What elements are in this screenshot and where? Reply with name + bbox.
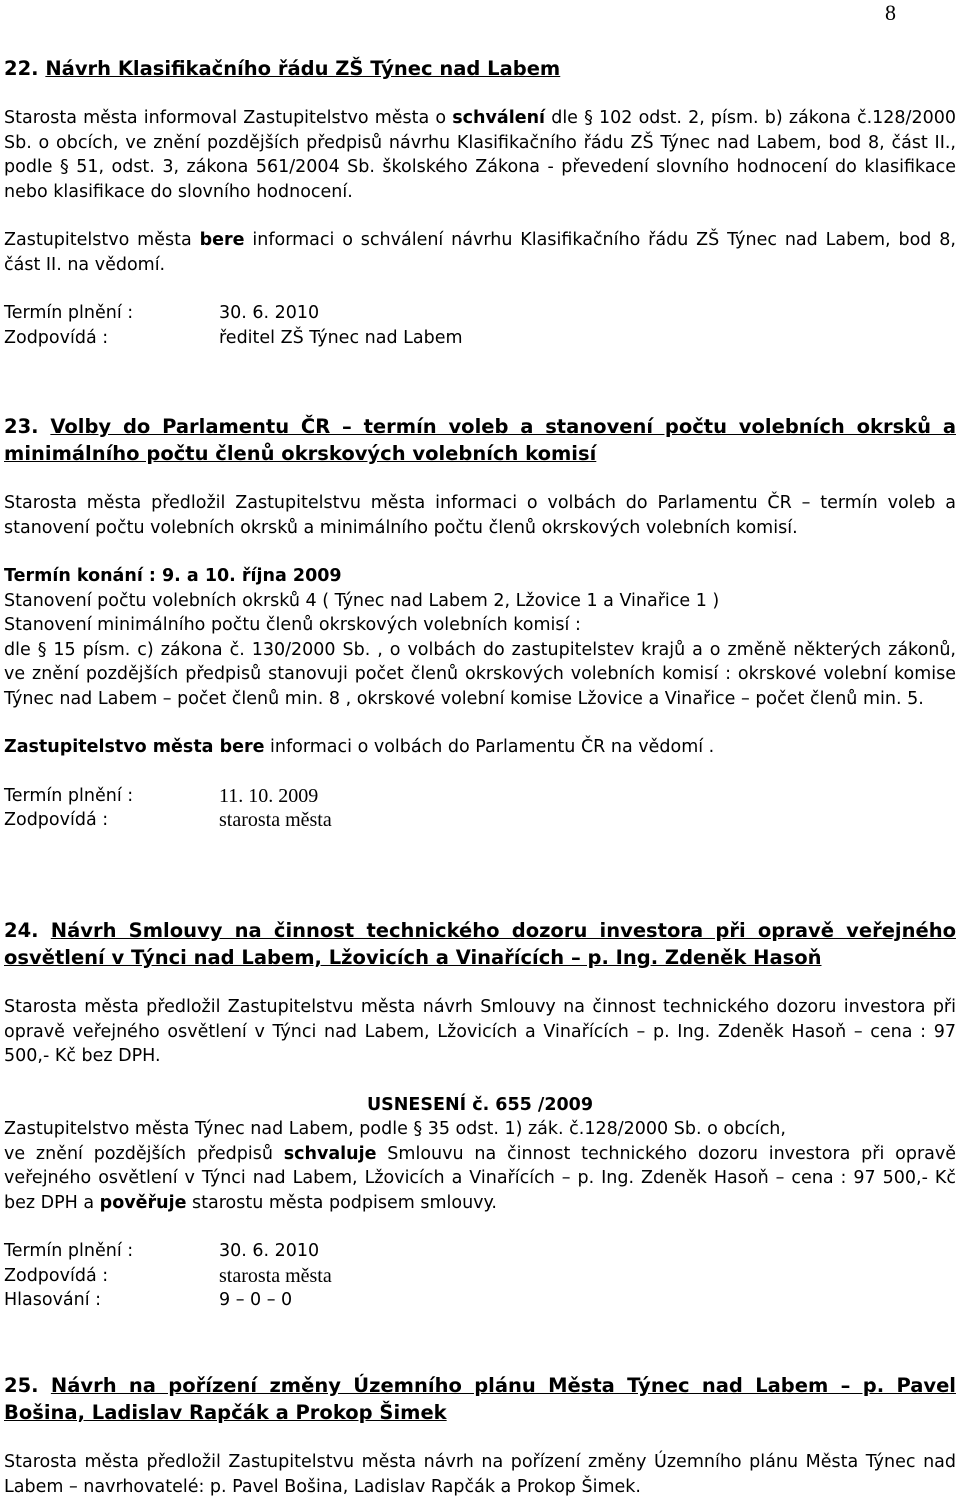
usneseni-line-1: Zastupitelstvo města Týnec nad Labem, podle § 35 odst. 1) zák. č.128/2000 Sb. o obcích,	[4, 1119, 786, 1139]
text-run: ve znění pozdějších předpisů	[4, 1143, 284, 1164]
zodpovida-label: Zodpovídá :	[4, 810, 109, 830]
section-23-number: 23.	[4, 415, 39, 438]
bold-run: pověřuje	[99, 1192, 187, 1213]
section-25-paragraph-1: Starosta města předložil Zastupitelstvu města návrh na pořízení změny Územního plánu Města Týnec nad Labem – navrhovatelé: p. Pavel Bošina, Ladislav Rapčák a Prokop Šimek.	[4, 1452, 956, 1497]
section-22-paragraph-1	[4, 106, 956, 204]
section-24-paragraph-1: Starosta města předložil Zastupitelstvu města návrh Smlouvy na činnost technického dozoru investora při opravě veřejného osvětlení v Týnci nad Labem, Lžovicích a Vinařících – p. Ing. Zdeněk Hasoň – cena : 97 500,- Kč bez DPH.	[4, 997, 956, 1066]
text-run: informaci o schválení návrhu Klasifikačního řádu ZŠ Týnec nad Labem, bod 8, část II. na vědomí.	[4, 230, 956, 275]
termin-value: 30. 6. 2010	[219, 1241, 320, 1261]
section-22-zodpovida	[4, 326, 956, 351]
section-23-min-line-1: Stanovení minimálního počtu členů okrskových volebních komisí :	[4, 615, 581, 635]
usneseni-title: USNESENÍ č. 655 /2009	[366, 1094, 594, 1115]
bold-run: bere	[199, 230, 245, 250]
zodpovida-value: starosta města	[219, 1264, 332, 1287]
section-24-zodpovida	[4, 1264, 956, 1289]
section-22-number: 22.	[4, 57, 39, 80]
section-23-zodpovida	[4, 808, 956, 833]
section-25-heading	[4, 1372, 956, 1426]
section-24	[4, 917, 956, 1313]
page-number: 8	[885, 0, 896, 25]
section-23-okrsky: Stanovení počtu volebních okrsků 4 ( Týnec nad Labem 2, Lžovice 1 a Vinařice 1 )	[4, 590, 720, 611]
section-23-paragraph-1: Starosta města předložil Zastupitelstvu města informaci o volbách do Parlamentu ČR – termín voleb a stanovení počtu volebních okrsků a minimálního počtu členů okrskových volebních komisí.	[4, 493, 956, 538]
text-run: dle § 102 odst. 2, písm. b) zákona č.128/2000 Sb. o obcích, ve znění pozdějších předpisů návrhu Klasifikačního řádu ZŠ Týnec nad Labem, bod 8, část II., podle § 51, odst. 3, zákona 561/2004 Sb. školského Zákona - převedení slovního hodnocení do klasifikace nebo klasifikace do slovního hodnocení.	[4, 108, 956, 202]
section-23	[4, 413, 956, 833]
termin-value: 30. 6. 2010	[219, 303, 320, 323]
section-24-termin	[4, 1239, 956, 1264]
section-25-title: Návrh na pořízení změny Územního plánu Města Týnec nad Labem – p. Pavel Bošina, Ladislav Rapčák a Prokop Šimek	[4, 1374, 956, 1424]
section-23-termin-konani: Termín konání : 9. a 10. října 2009	[4, 566, 342, 586]
text-run: informaci o volbách do Parlamentu ČR na vědomí .	[264, 737, 715, 757]
section-23-title: Volby do Parlamentu ČR – termín voleb a stanovení počtu volebních okrsků a minimálního počtu členů okrskových volebních komisí	[4, 415, 956, 465]
bold-run: Zastupitelstvo města bere	[4, 737, 265, 757]
section-22-termin	[4, 301, 956, 326]
termin-label: Termín plnění :	[4, 1241, 134, 1261]
termin-label: Termín plnění :	[4, 785, 134, 806]
section-23-bere	[4, 735, 956, 760]
hlasovani-label: Hlasování :	[4, 1290, 102, 1310]
section-23-termin	[4, 784, 956, 809]
section-24-number: 24.	[4, 919, 39, 942]
zodpovida-label: Zodpovídá :	[4, 1265, 109, 1286]
bold-run: schvaluje	[283, 1143, 377, 1164]
text-run: starostu města podpisem smlouvy.	[186, 1192, 497, 1213]
zodpovida-value: starosta města	[219, 809, 332, 831]
text-run: Zastupitelstvo města	[4, 230, 200, 250]
section-22-title: Návrh Klasifikačního řádu ZŠ Týnec nad Labem	[45, 57, 561, 80]
section-22	[4, 55, 956, 350]
usneseni-line-2	[4, 1142, 956, 1216]
section-23-heading	[4, 413, 956, 467]
zodpovida-label: Zodpovídá :	[4, 327, 109, 348]
section-24-title: Návrh Smlouvy na činnost technického dozoru investora při opravě veřejného osvětlení v Týnci nad Labem, Lžovicích a Vinařících – p. Ing. Zdeněk Hasoň	[4, 919, 956, 969]
section-23-min-line-2: dle § 15 písm. c) zákona č. 130/2000 Sb. , o volbách do zastupitelstev krajů a o změně některých zákonů, ve znění pozdějších předpisů stanovuji počet členů okrskových volebních komisí : okrskové volební komise Týnec nad Labem – počet členů min. 8 , okrskové volební komise Lžovice a Vinařice – počet členů min. 5.	[4, 639, 956, 709]
text-run: Smlouvu na činnost technického dozoru investora při opravě veřejného osvětlení v Týnci nad Labem, Lžovicích a Vinařících – p. Ing. Zdeněk Hasoň – cena : 97 500,- Kč bez DPH a	[4, 1143, 957, 1213]
zodpovida-value: ředitel ZŠ Týnec nad Labem	[219, 327, 463, 348]
termin-value: 11. 10. 2009	[219, 784, 319, 807]
section-25-number: 25.	[4, 1374, 39, 1397]
section-22-heading	[4, 55, 956, 82]
hlasovani-value: 9 – 0 – 0	[219, 1290, 293, 1310]
termin-label: Termín plnění :	[4, 303, 134, 323]
section-22-paragraph-2	[4, 228, 956, 277]
section-24-heading	[4, 917, 956, 971]
text-run: Starosta města informoval Zastupitelstvo města o	[4, 108, 453, 128]
bold-run: schválení	[452, 108, 546, 128]
section-25	[4, 1372, 956, 1499]
section-24-hlasovani	[4, 1288, 956, 1313]
